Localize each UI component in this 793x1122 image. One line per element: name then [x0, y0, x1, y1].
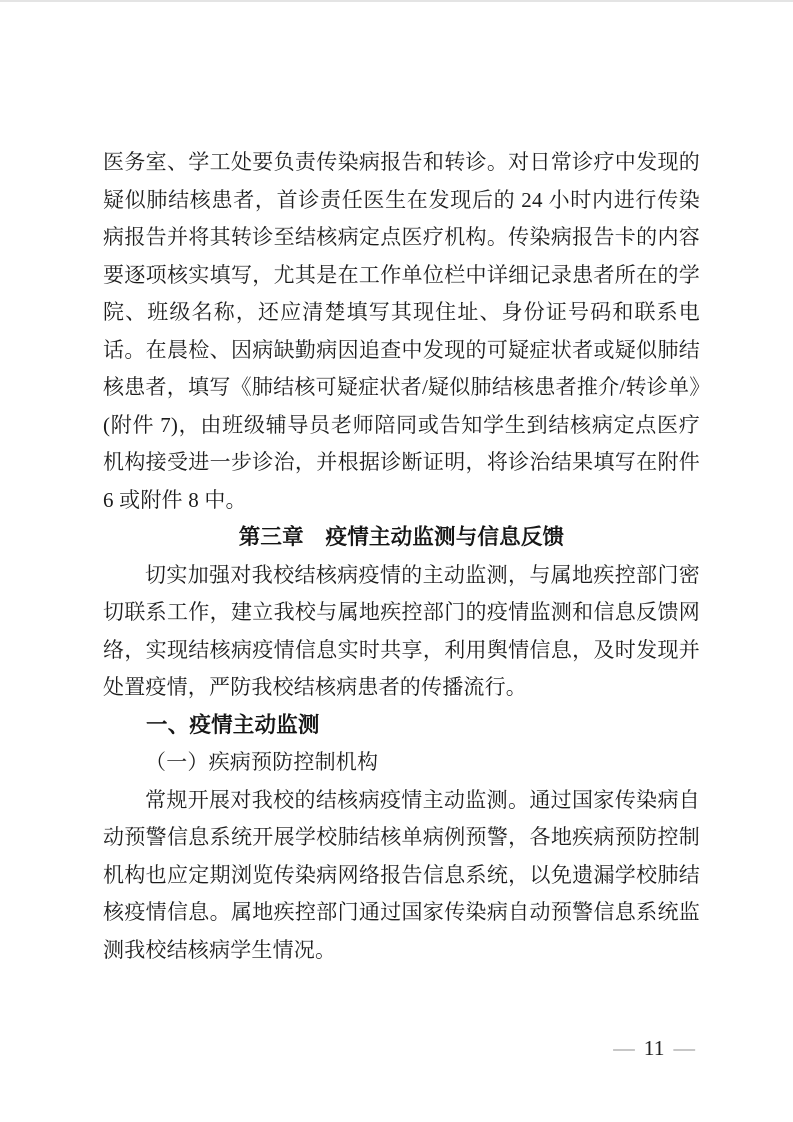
subsection-heading: （一）疾病预防控制机构 [145, 750, 379, 774]
page-number [613, 1036, 695, 1060]
document-body [103, 144, 700, 969]
body-paragraph-2: 切实加强对我校结核病疫情的主动监测，与属地疾控部门密切联系工作，建立我校与属地疾控部门的疫情监测和信息反馈网络，实现结核病疫情信息实时共享，利用舆情信息，及时发现并处置疫情，严防我校结核病患者的传播流行。 [103, 562, 700, 699]
page-number-left-dash: — [613, 1036, 635, 1060]
body-paragraph-1: 医务室、学工处要负责传染病报告和转诊。对日常诊疗中发现的疑似肺结核患者，首诊责任医生在发现后的 24 小时内进行传染病报告并将其转诊至结核病定点医疗机构。传染病报告卡的内容要逐项核实填写，尤其是在工作单位栏中详细记录患者所在的学院、班级名称，还应清楚填写其现住址、身份证号码和联系电话。在晨检、因病缺勤病因追查中发现的可疑症状者或疑似肺结核患者，填写《肺结核可疑症状者/疑似肺结核患者推介/转诊单》(附件 7)，由班级辅导员老师陪同或告知学生到结核病定点医疗机构接受进一步诊治，并根据诊断证明，将诊治结果填写在附件 6 或附件 8 中。 [103, 150, 700, 512]
page-number-right-dash: — [673, 1036, 695, 1060]
section-heading: 一、疫情主动监测 [146, 712, 320, 737]
scan-edge-line [0, 0, 793, 2]
body-paragraph-3: 常规开展对我校的结核病疫情主动监测。通过国家传染病自动预警信息系统开展学校肺结核单病例预警，各地疾病预防控制机构也应定期浏览传染病网络报告信息系统，以免遗漏学校肺结核疫情信息。属地疾控部门通过国家传染病自动预警信息系统监测我校结核病学生情况。 [103, 787, 700, 962]
chapter-heading: 第三章 疫情主动监测与信息反馈 [238, 525, 565, 549]
page-number-value: 11 [643, 1036, 665, 1060]
